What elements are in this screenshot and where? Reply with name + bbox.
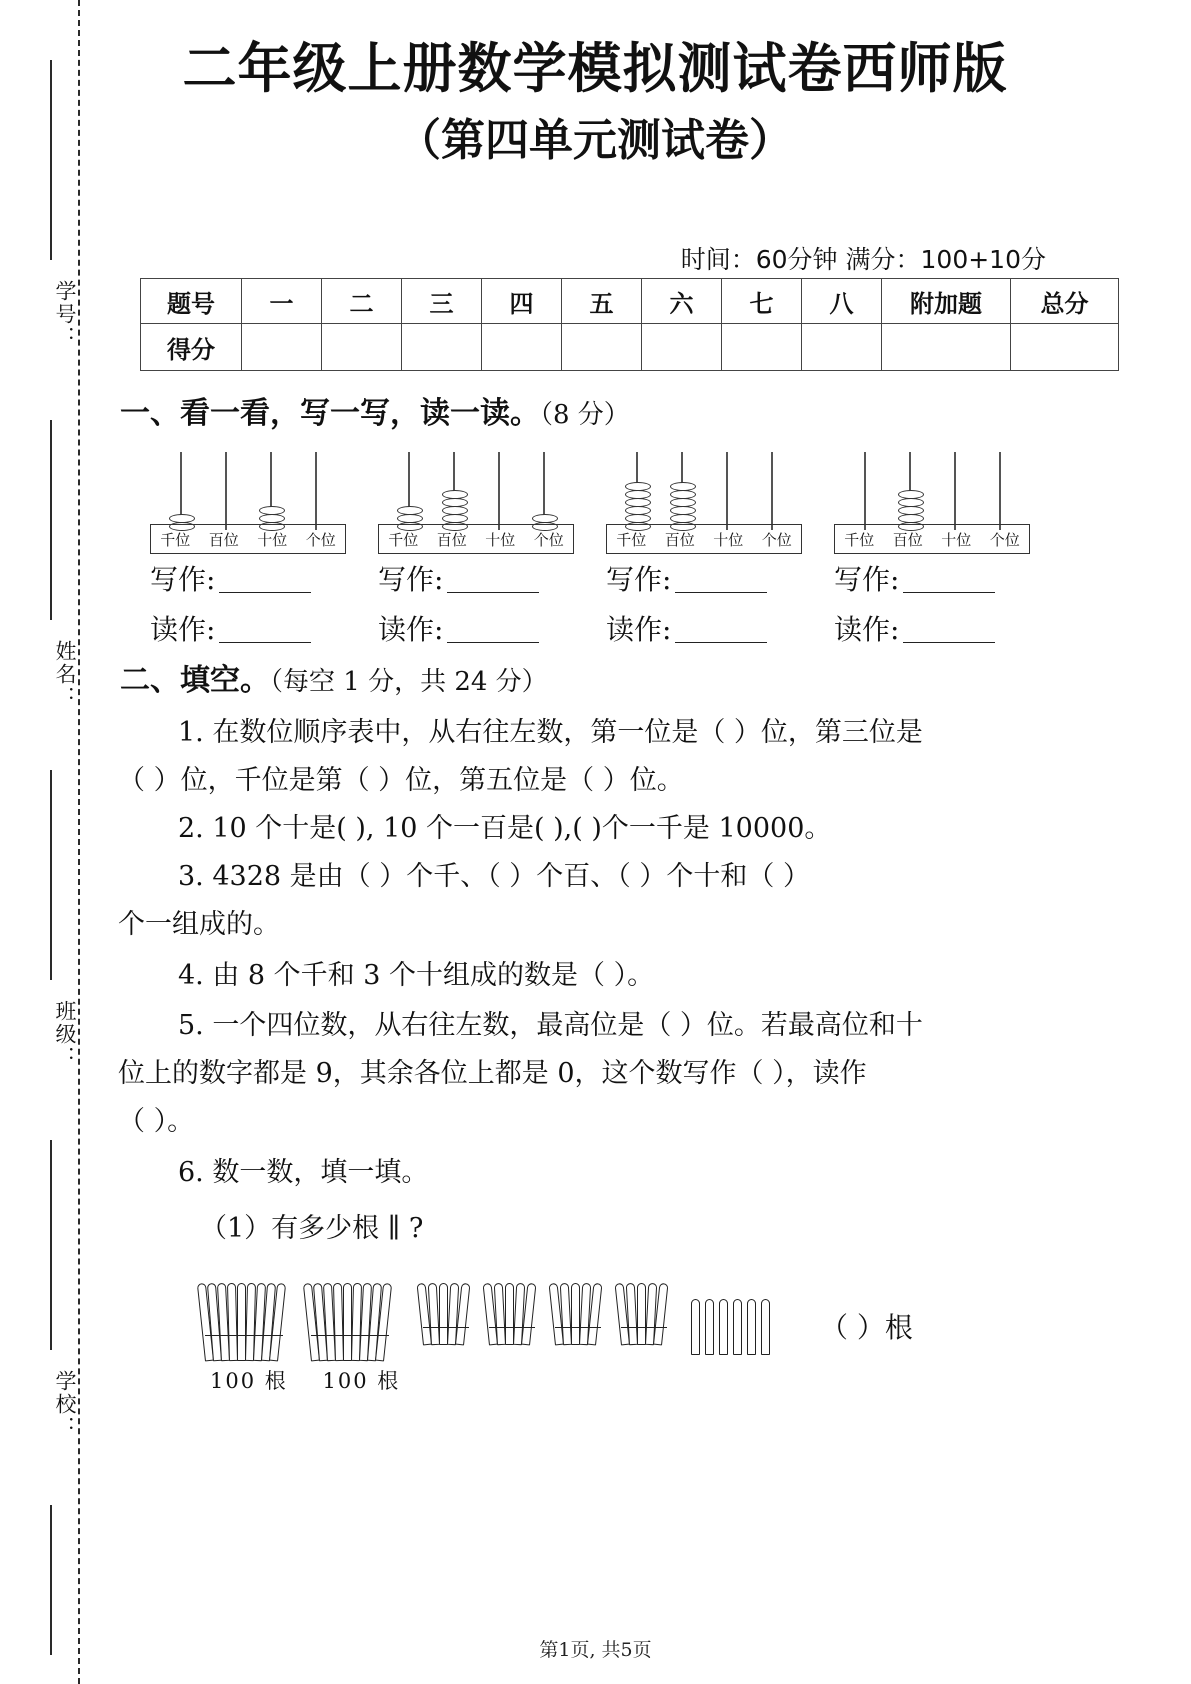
- big-bundle-2: [311, 1283, 389, 1361]
- side-label-class: 班级：: [53, 1000, 77, 1069]
- side-label-name: 姓名：: [53, 640, 77, 709]
- question-3-line-2: 个一组成的。: [118, 909, 280, 940]
- section-heading-2: [120, 655, 548, 699]
- abacus-rods: [842, 452, 1022, 530]
- score-cell-5[interactable]: [562, 324, 642, 371]
- write-as-label: 写作:: [378, 563, 444, 596]
- read-as-blank[interactable]: [675, 618, 767, 643]
- page-footer: 第1页, 共5页: [539, 1639, 652, 1661]
- write-as-cell-4: [834, 558, 1049, 598]
- section-2-points: （每空 1 分，共 24 分）: [270, 667, 548, 697]
- abacus-rods: [158, 452, 338, 530]
- place-value-box: [606, 524, 802, 554]
- loose-counting-stick: [761, 1299, 770, 1355]
- abacus-rod-个位: [771, 452, 773, 530]
- section-2-title: 二、填空。: [120, 663, 270, 698]
- medium-bundle-4: [621, 1283, 667, 1345]
- place-value-label-十位: 十位: [257, 530, 288, 549]
- write-as-cell-3: [606, 558, 821, 598]
- score-table-col-extra: 附加题: [882, 279, 1011, 324]
- side-label-student-id: 学号：: [53, 280, 77, 349]
- side-rule-1: [50, 60, 52, 260]
- write-as-cell-2: [378, 558, 593, 598]
- abacus-rod-十位: [498, 452, 500, 530]
- place-value-label-百位: 百位: [208, 530, 239, 549]
- abacus-rod-个位: [999, 452, 1001, 530]
- page-title-block: [120, 36, 1070, 174]
- abacus-bead-stack-百位: [670, 482, 696, 530]
- exam-meta-info: 时间：60分钟 满分：100+10分: [680, 245, 1046, 274]
- side-rule-5: [50, 1505, 52, 1655]
- bundle-tie: [555, 1327, 601, 1328]
- abacus-1: [150, 452, 346, 552]
- score-table: [140, 278, 1119, 371]
- write-as-label: 写作:: [834, 563, 900, 596]
- medium-bundle-3: [555, 1283, 601, 1345]
- write-as-blank[interactable]: [447, 568, 539, 593]
- abacus-rods: [386, 452, 566, 530]
- score-cell-3[interactable]: [402, 324, 482, 371]
- bundle-tie: [489, 1327, 535, 1328]
- side-rule-4: [50, 1140, 52, 1350]
- read-as-blank[interactable]: [447, 618, 539, 643]
- read-as-label: 读作:: [606, 613, 672, 646]
- score-table-col-total: 总分: [1011, 279, 1119, 324]
- question-6: 6. 数一数，填一填。: [178, 1157, 429, 1188]
- section-1-points: （8 分）: [540, 400, 630, 430]
- question-5-line-1: 5. 一个四位数，从右往左数，最高位是（ ）位。若最高位和十: [178, 1010, 923, 1041]
- abacus-illustration-row: [150, 452, 1050, 552]
- score-cell-8[interactable]: [802, 324, 882, 371]
- write-as-blank[interactable]: [903, 568, 995, 593]
- score-table-col-7: 七: [722, 279, 802, 324]
- place-value-box: [378, 524, 574, 554]
- question-4: 4. 由 8 个千和 3 个十组成的数是（ ）。: [178, 960, 655, 991]
- abacus-rod-个位: [315, 452, 317, 530]
- loose-counting-stick: [719, 1299, 728, 1355]
- place-value-box: [834, 524, 1030, 554]
- question-6-1: （1）有多少根 ∥ ?: [200, 1213, 424, 1244]
- abacus-2: [378, 452, 574, 552]
- score-table-col-4: 四: [482, 279, 562, 324]
- score-cell-1[interactable]: [242, 324, 322, 371]
- write-as-row: [150, 558, 1050, 598]
- bundle-tie: [621, 1327, 667, 1328]
- score-cell-extra[interactable]: [882, 324, 1011, 371]
- score-table-col-8: 八: [802, 279, 882, 324]
- score-table-col-5: 五: [562, 279, 642, 324]
- section-heading-1: [120, 388, 630, 432]
- score-cell-7[interactable]: [722, 324, 802, 371]
- place-value-label-十位: 十位: [941, 530, 972, 549]
- bundle-tie: [423, 1327, 469, 1328]
- place-value-label-千位: 千位: [616, 530, 647, 549]
- question-1-line-2: （ ）位，千位是第（ ）位，第五位是（ ）位。: [118, 765, 684, 796]
- abacus-rod-千位: [864, 452, 866, 530]
- page-title: 二年级上册数学模拟测试卷西师版: [182, 37, 1008, 100]
- page-subtitle: （第四单元测试卷）: [397, 114, 793, 166]
- score-cell-6[interactable]: [642, 324, 722, 371]
- read-as-cell-2: [378, 608, 593, 648]
- place-value-label-千位: 千位: [160, 530, 191, 549]
- score-table-col-2: 二: [322, 279, 402, 324]
- medium-bundle-2: [489, 1283, 535, 1345]
- place-value-label-个位: 个位: [533, 530, 564, 549]
- abacus-3: [606, 452, 802, 552]
- question-5-line-2: 位上的数字都是 9，其余各位上都是 0，这个数写作（ ），读作: [118, 1058, 867, 1089]
- place-value-label-千位: 千位: [388, 530, 419, 549]
- abacus-rod-十位: [954, 452, 956, 530]
- side-label-column: [24, 0, 80, 1684]
- bundle-labels: [210, 1365, 400, 1395]
- place-value-label-百位: 百位: [892, 530, 923, 549]
- place-value-label-十位: 十位: [713, 530, 744, 549]
- score-table-col-3: 三: [402, 279, 482, 324]
- question-3-line-1: 3. 4328 是由（ ）个千、（ ）个百、（ ）个十和（ ）: [178, 861, 810, 892]
- bundle-label-1: 100 根: [210, 1369, 288, 1393]
- loose-counting-stick: [747, 1299, 756, 1355]
- read-as-label: 读作:: [150, 613, 216, 646]
- write-as-blank[interactable]: [219, 568, 311, 593]
- place-value-label-个位: 个位: [989, 530, 1020, 549]
- read-as-label: 读作:: [378, 613, 444, 646]
- place-value-label-个位: 个位: [305, 530, 336, 549]
- bundle-label-2: 100 根: [322, 1369, 401, 1393]
- bundle-tie: [311, 1335, 389, 1336]
- read-as-blank[interactable]: [903, 618, 995, 643]
- write-as-cell-1: [150, 558, 365, 598]
- score-cell-2[interactable]: [322, 324, 402, 371]
- place-value-label-十位: 十位: [485, 530, 516, 549]
- question-1-line-1: 1. 在数位顺序表中，从右往左数，第一位是（ ）位，第三位是: [178, 717, 923, 748]
- place-value-label-个位: 个位: [761, 530, 792, 549]
- write-as-label: 写作:: [150, 563, 216, 596]
- big-bundle-1: [205, 1283, 283, 1361]
- read-as-blank[interactable]: [219, 618, 311, 643]
- section-1-title: 一、看一看，写一写，读一读。: [120, 396, 540, 431]
- read-as-cell-4: [834, 608, 1049, 648]
- side-rule-2: [50, 420, 52, 620]
- score-table-row-label-0: 题号: [141, 279, 242, 324]
- read-as-cell-1: [150, 608, 365, 648]
- abacus-rod-十位: [726, 452, 728, 530]
- write-as-blank[interactable]: [675, 568, 767, 593]
- read-as-cell-3: [606, 608, 821, 648]
- loose-counting-stick: [733, 1299, 742, 1355]
- place-value-label-千位: 千位: [844, 530, 875, 549]
- question-2: 2. 10 个十是( ), 10 个一百是( ),( )个一千是 10000。: [178, 813, 832, 844]
- side-label-school: 学校：: [53, 1370, 77, 1439]
- abacus-4: [834, 452, 1030, 552]
- table-row-header: [141, 279, 1119, 324]
- score-table-col-6: 六: [642, 279, 722, 324]
- table-row-scores: [141, 324, 1119, 371]
- score-table-col-1: 一: [242, 279, 322, 324]
- place-value-label-百位: 百位: [436, 530, 467, 549]
- question-5-line-3: （ ）。: [118, 1106, 195, 1137]
- write-as-label: 写作:: [606, 563, 672, 596]
- score-cell-total[interactable]: [1011, 324, 1119, 371]
- bundle-tie: [205, 1335, 283, 1336]
- question-6-1-answer-blank[interactable]: （ ）根: [820, 1311, 913, 1344]
- place-value-label-百位: 百位: [664, 530, 695, 549]
- medium-bundle-1: [423, 1283, 469, 1345]
- loose-counting-stick: [691, 1299, 700, 1355]
- score-table-row-label-1: 得分: [141, 324, 242, 371]
- abacus-rods: [614, 452, 794, 530]
- loose-counting-stick: [705, 1299, 714, 1355]
- read-as-label: 读作:: [834, 613, 900, 646]
- read-as-row: [150, 608, 1050, 648]
- abacus-bead-stack-千位: [625, 482, 651, 530]
- side-rule-3: [50, 770, 52, 980]
- score-cell-4[interactable]: [482, 324, 562, 371]
- place-value-box: [150, 524, 346, 554]
- abacus-rod-百位: [225, 452, 227, 530]
